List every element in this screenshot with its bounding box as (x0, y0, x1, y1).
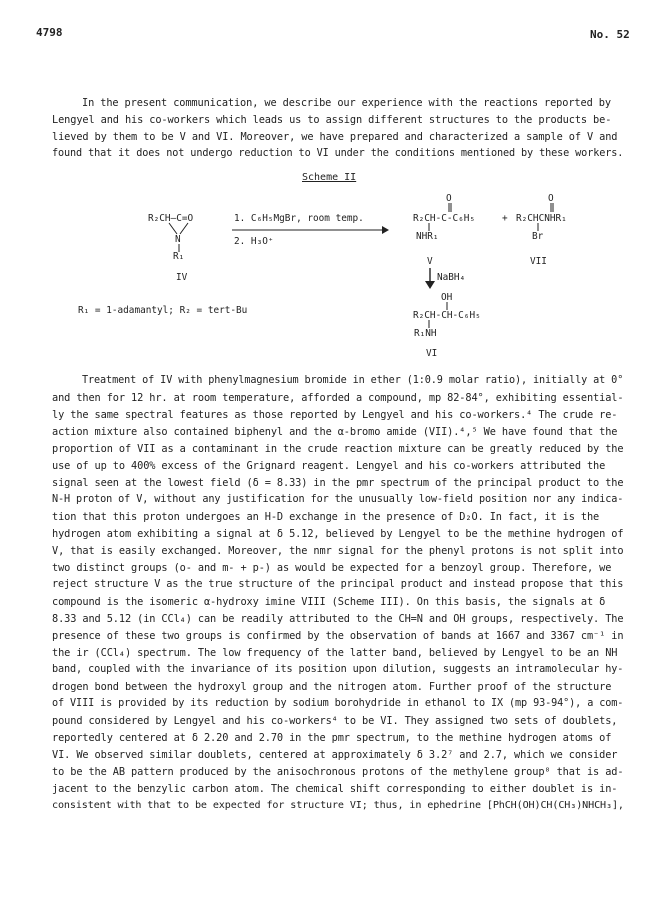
product-vi-formula: R₂CH-CH-C₆H₅ (413, 310, 481, 321)
body-line-1: Treatment of IV with phenylmagnesium bromide in ether (1:0.9 molar ratio), initially at 0° (82, 375, 624, 386)
body-line-21: pound considered by Lengyel and his co-workers⁴ to be VI. They assigned two sets of doublets, (52, 715, 618, 727)
reactant-iv-top: R₂CH—C=O (148, 213, 194, 224)
product-vii-substituent: Br (532, 231, 544, 242)
body-line-7: signal seen at the lowest field (δ = 8.33) in the pmr spectrum of the principal product to the (52, 477, 624, 489)
product-vi-nh-bond (426, 320, 432, 328)
body-line-14: compound is the isomeric α-hydroxy imine VIII (Scheme III). On this basis, the signals at δ (52, 596, 606, 608)
body-line-4: action mixture also contained biphenyl and the α-bromo amide (VII).⁴,⁵ We have found that the (52, 426, 618, 438)
body-line-15: 8.33 and 5.12 (in CCl₄) can be readily attributed to the CH=N and OH groups, respectively. The (52, 613, 624, 625)
reduction-arrow (424, 268, 436, 290)
product-v-oxygen: O (446, 193, 452, 204)
body-line-9: tion that this proton undergoes an H-D exchange in the presence of D₂O. In fact, it is the (52, 511, 600, 523)
product-vii-formula: R₂CHCNHR₁ (516, 213, 567, 224)
body-line-19: drogen bond between the hydroxyl group and the nitrogen atom. Further proof of the structure (52, 681, 612, 693)
product-vii-label: VII (530, 256, 547, 267)
body-line-25: jacent to the benzylic carbon atom. The chemical shift corresponding to either doublet is in- (52, 783, 618, 795)
issue-number: No. 52 (590, 28, 630, 41)
product-v-formula: R₂CH-C-C₆H₅ (413, 213, 476, 224)
intro-line-2: Lengyel and his co-workers which leads us to assign different structures to the products be- (52, 114, 612, 126)
body-line-3: ly the same spectral features as those reported by Lengyel and his co-workers.⁴ The crude re- (52, 409, 618, 421)
body-line-23: VI. We observed similar doublets, centered at approximately δ 3.2⁷ and 2.7, which we consider (52, 749, 618, 761)
intro-line-1: In the present communication, we describe our experience with the reactions reported by (82, 97, 611, 109)
body-line-2: and then for 12 hr. at room temperature, afforded a compound, mp 82-84°, exhibiting essential- (52, 392, 624, 404)
body-line-11: V, that is easily exchanged. Moreover, the nmr signal for the phenyl protons is not split into (52, 545, 624, 557)
body-line-6: use of up to 400% excess of the Grignard reagent. Lengyel and his co-workers attributed the (52, 460, 606, 472)
product-v-nh-bond (426, 223, 432, 231)
reduction-reagent: NaBH₄ (437, 272, 466, 283)
product-v-carbonyl-bond (446, 203, 454, 213)
body-line-17: the ir (CCl₄) spectrum. The low frequency of the latter band, believed by Lengyel to be an NH (52, 647, 618, 659)
reactant-iv-label: IV (176, 272, 188, 283)
reagent-step-1: 1. C₆H₅MgBr, room temp. (234, 213, 364, 224)
body-line-13: reject structure V as the true structure of the principal product and instead propose that this (52, 579, 624, 590)
product-vii-carbonyl-bond (548, 203, 556, 213)
plus-sign: + (502, 213, 508, 224)
substituent-definitions: R₁ = 1-adamantyl; R₂ = tert-Bu (78, 305, 248, 316)
body-line-22: reportedly centered at δ 2.20 and 2.70 in the pmr spectrum, to the methine hydrogen atoms of (52, 732, 612, 744)
body-line-24: to be the AB pattern produced by the anisochronous protons of the methylene group⁸ that is ad- (52, 766, 624, 778)
intro-line-3: lieved by them to be V and VI. Moreover, we have prepared and characterized a sample of V and (52, 131, 618, 143)
product-vi-oh: OH (441, 292, 453, 303)
reactant-iv-n: N (175, 234, 181, 245)
product-v-label: V (427, 256, 433, 267)
body-line-20: of VIII is provided by its reduction by sodium borohydride in ethanol to IX (mp 93-94°), a com- (52, 698, 624, 709)
body-line-8: N-H proton of V, without any justification for the unusually low-field position nor any indica- (52, 494, 624, 505)
product-vii-br-bond (535, 223, 541, 231)
body-line-12: two distinct groups (o- and m- + p-) as would be expected for a benzoyl group. Therefore, we (52, 562, 612, 574)
body-line-16: presence of these two groups is confirmed by the observation of bands at 1667 and 3367 cm⁻¹ in (52, 630, 624, 642)
reaction-arrow (232, 225, 390, 235)
product-vi-label: VI (426, 348, 438, 359)
body-line-26: consistent with that to be expected for structure VI; thus, in ephedrine [PhCH(OH)CH(CH₃)NHCH₃], (52, 800, 624, 811)
page-number: 4798 (36, 26, 63, 39)
product-vii-oxygen: O (548, 193, 554, 204)
product-v-substituent: NHR₁ (416, 231, 439, 242)
product-vi-oh-bond (444, 302, 450, 310)
body-line-5: proportion of VII as a contaminant in the crude reaction mixture can be greatly reduced by the (52, 443, 624, 455)
body-line-18: band, coupled with the invariance of its position upon dilution, suggests an intramolecular hy- (52, 664, 624, 675)
reactant-iv-r1: R₁ (173, 251, 185, 262)
intro-line-4: found that it does not undergo reduction to VI under the conditions mentioned by these workers. (52, 148, 624, 159)
scheme-title: Scheme II (302, 172, 357, 183)
reagent-step-2: 2. H₃O⁺ (234, 236, 274, 247)
body-line-10: hydrogen atom exhibiting a signal at δ 5.12, believed by Lengyel to be the methine hydrogen of (52, 528, 624, 540)
product-vi-substituent: R₁NH (414, 328, 437, 339)
